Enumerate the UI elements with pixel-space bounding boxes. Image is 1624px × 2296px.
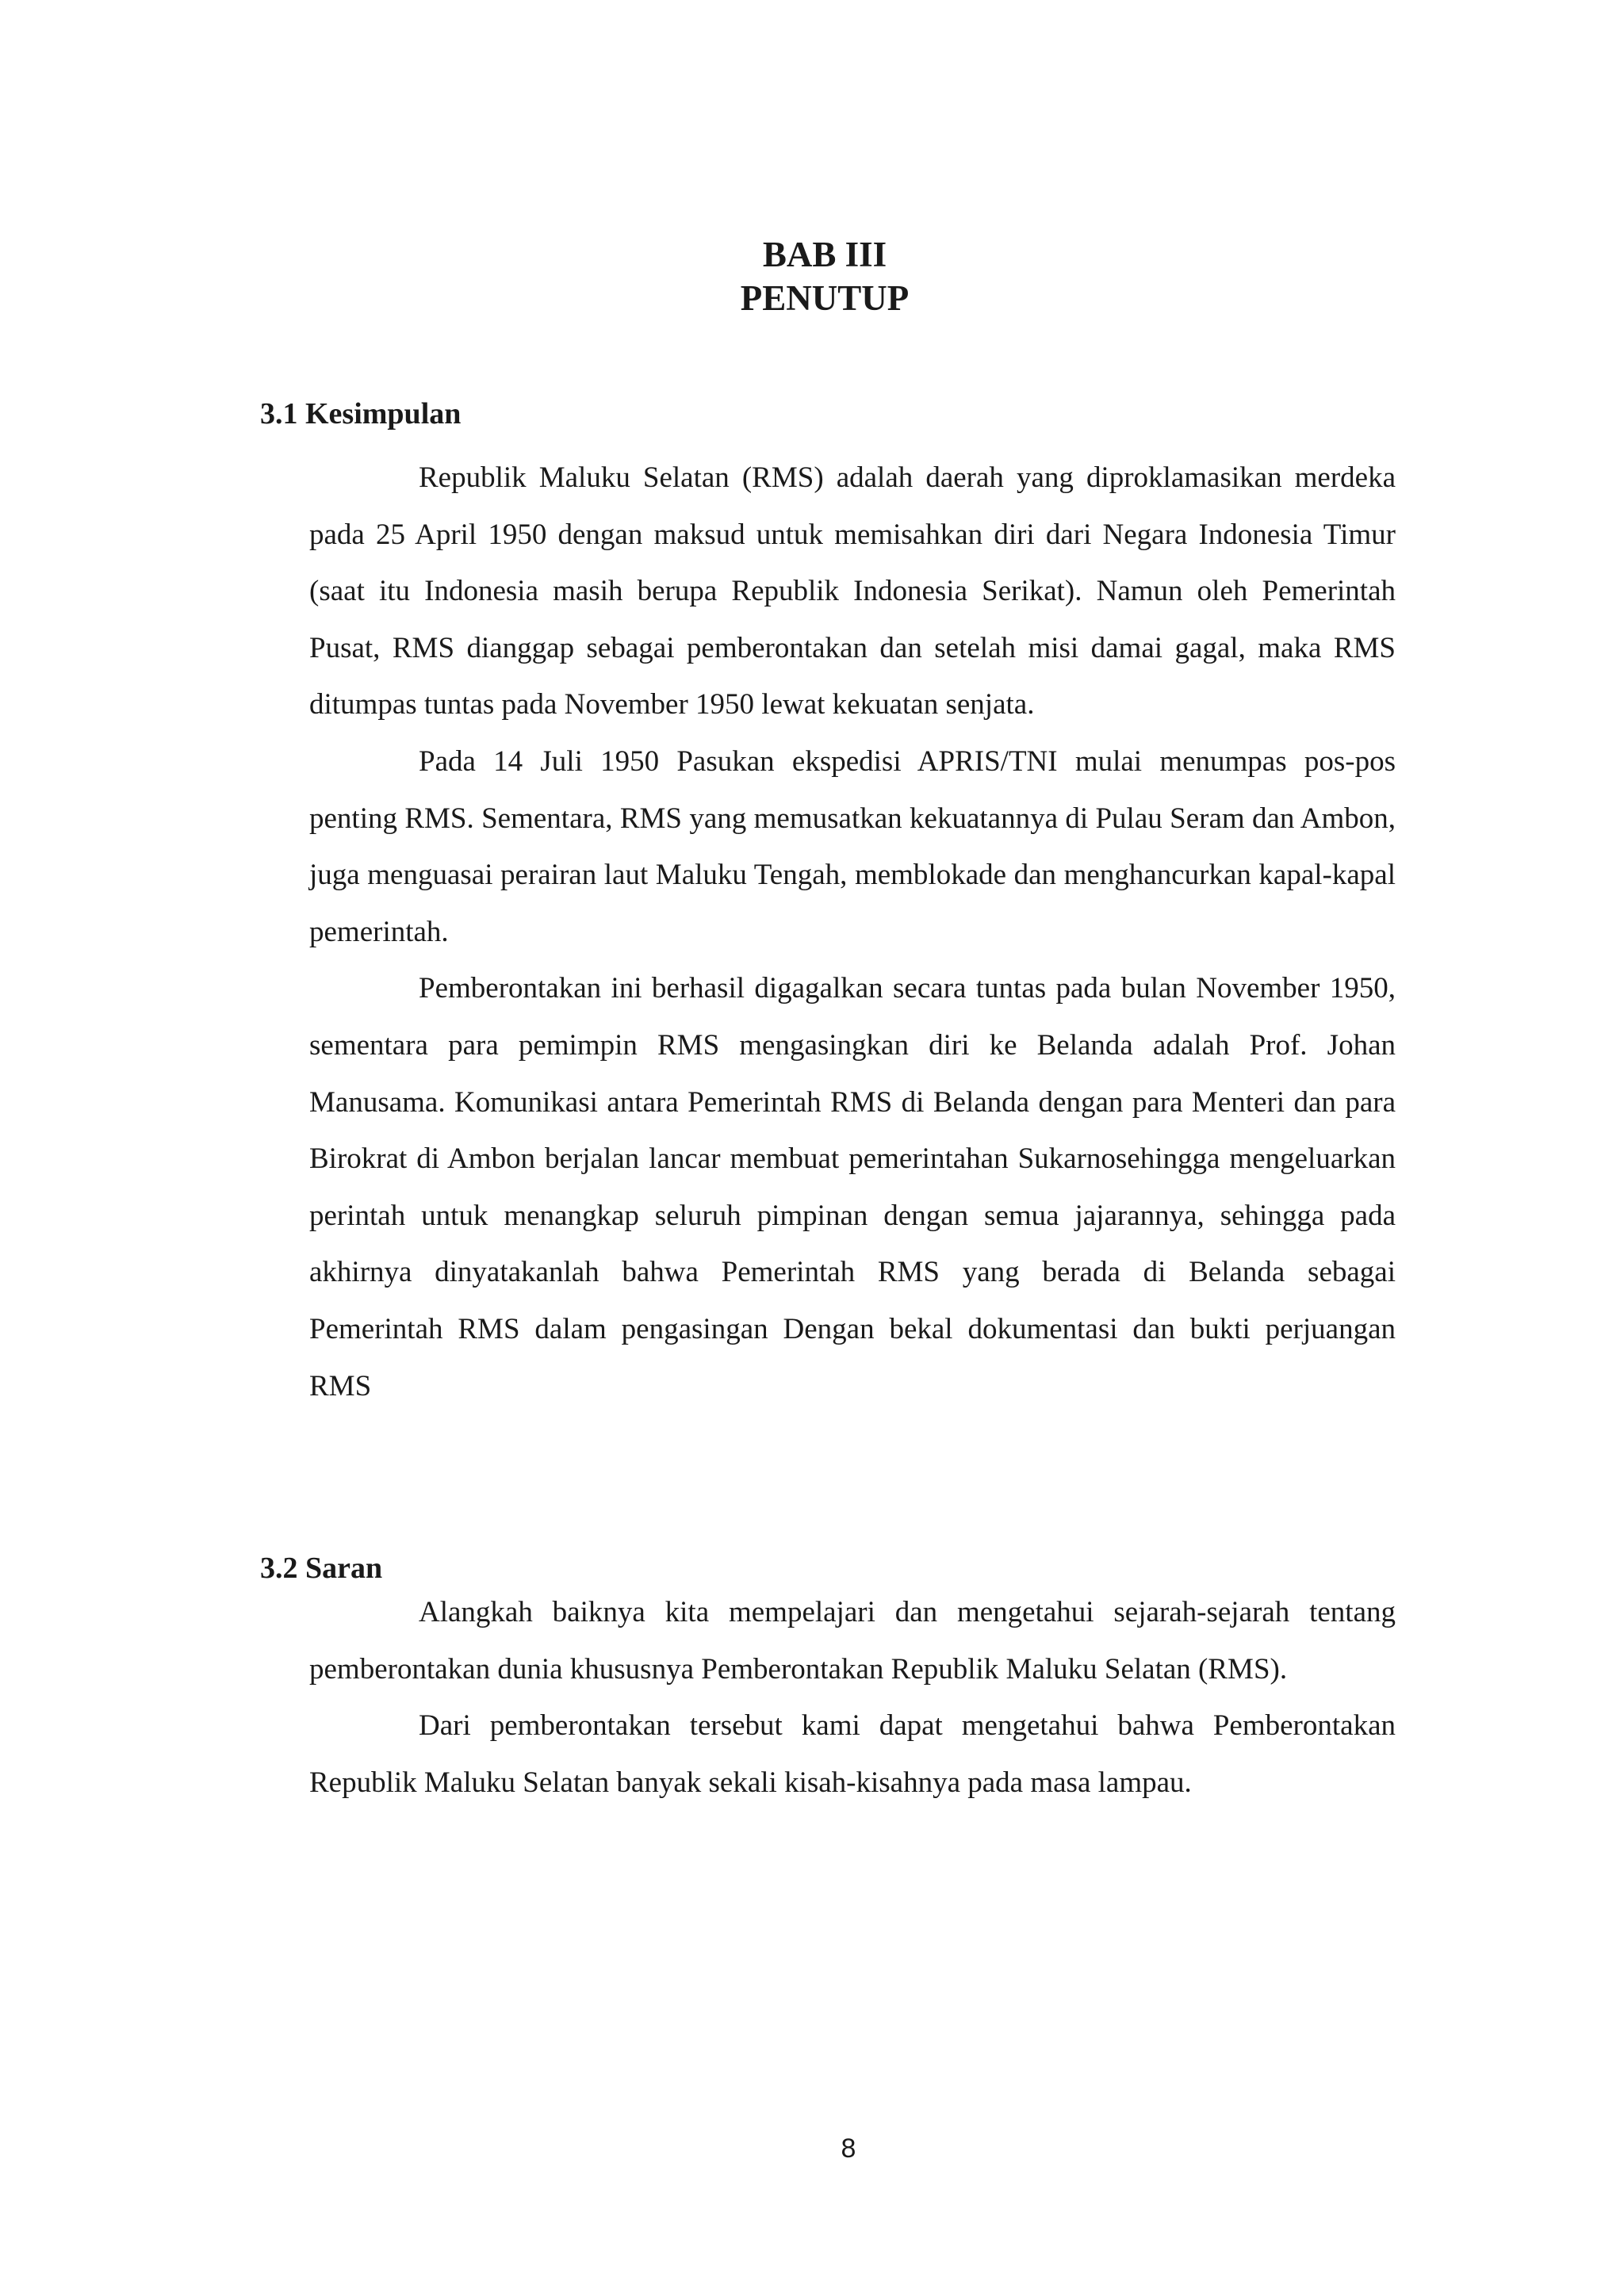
paragraph: Pemberontakan ini berhasil digagalkan secara tuntas pada bulan November 1950, sementara para pemimpin RMS mengasingkan diri ke Belanda adalah Prof. Johan Manusama. Komunikasi antara Pemerintah RMS di Belanda dengan para Menteri dan para Birokrat di Ambon berjalan lancar membuat pemerintahan Sukarnosehingga mengeluarkan perintah untuk menangkap seluruh pimpinan dengan semua jajarannya, sehingga pada akhirnya dinyatakanlah bahwa Pemerintah RMS yang berada di Belanda sebagai Pemerintah RMS dalam pengasingan Dengan bekal dokumentasi dan bukti perjuangan RMS	[309, 972, 1396, 1402]
chapter-number: BAB III	[762, 235, 887, 274]
section-body-saran	[309, 1584, 1396, 1811]
paragraph: Republik Maluku Selatan (RMS) adalah daerah yang diproklamasikan merdeka pada 25 April 1950 dengan maksud untuk memisahkan diri dari Negara Indonesia Timur (saat itu Indonesia masih berupa Republik Indonesia Serikat). Namun oleh Pemerintah Pusat, RMS dianggap sebagai pemberontakan dan setelah misi damai gagal, maka RMS ditumpas tuntas pada November 1950 lewat kekuatan senjata.	[309, 461, 1396, 721]
paragraph: Pada 14 Juli 1950 Pasukan ekspedisi APRIS/TNI mulai menumpas pos-pos penting RMS. Sementara, RMS yang memusatkan kekuatannya di Pulau Seram dan Ambon, juga menguasai perairan laut Maluku Tengah, memblokade dan menghancurkan kapal-kapal pemerintah.	[309, 744, 1396, 948]
section-body-kesimpulan	[309, 450, 1396, 1414]
page-number: 8	[841, 2133, 856, 2164]
paragraph: Alangkah baiknya kita mempelajari dan mengetahui sejarah-sejarah tentang pemberontakan dunia khususnya Pemberontakan Republik Maluku Selatan (RMS).	[309, 1596, 1396, 1686]
section-title-saran: 3.2 Saran	[260, 1552, 383, 1585]
paragraph: Dari pemberontakan tersebut kami dapat mengetahui bahwa Pemberontakan Republik Maluku Selatan banyak sekali kisah-kisahnya pada masa lampau.	[309, 1709, 1396, 1799]
section-title-kesimpulan: 3.1 Kesimpulan	[260, 397, 462, 430]
chapter-title: PENUTUP	[740, 278, 910, 318]
